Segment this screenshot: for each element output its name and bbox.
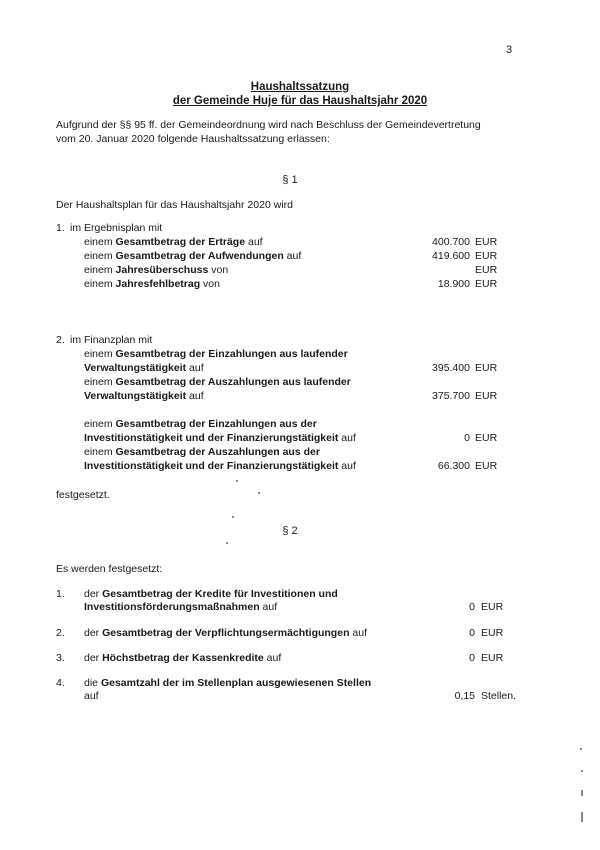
finanzplan-label: im Finanzplan mit — [70, 334, 153, 346]
auszahlungen-laufend-line-2: Verwaltungstätigkeit auf — [84, 390, 204, 402]
einzahlungen-laufend-line-2: Verwaltungstätigkeit auf — [84, 362, 204, 374]
item-number: 3. — [56, 652, 65, 664]
einzahlungen-investition-line-2: Investitionstätigkeit und der Finanzierungstätigkeit auf — [84, 432, 356, 444]
einzahlungen-investition-amount: 0 — [464, 432, 470, 444]
jahresfehlbetrag-row: einem Jahresfehlbetrag von — [84, 278, 220, 290]
kredite-line-2: Investitionsförderungsmaßnahmen auf — [84, 601, 278, 613]
intro-line-1: Aufgrund der §§ 95 ff. der Gemeindeordnung wird nach Beschluss der Gemeindevertretung — [56, 119, 481, 131]
kredite-line-1: der Gesamtbetrag der Kredite für Investitionen und — [84, 588, 338, 600]
ertraege-row: einem Gesamtbetrag der Erträge auf — [84, 236, 263, 248]
auszahlungen-laufend-amount: 375.700 — [432, 390, 470, 402]
section-1-heading: § 1 — [282, 174, 298, 186]
scan-speck — [226, 542, 228, 544]
intro-line-2: vom 20. Januar 2020 folgende Haushaltssatzung erlassen: — [56, 133, 330, 145]
item-number: 1. — [56, 588, 65, 600]
stellen-amount: 0,15 — [454, 690, 475, 702]
section-1-closing: festgesetzt. — [56, 489, 110, 501]
scan-speck — [580, 748, 582, 750]
jahresueberschuss-row: einem Jahresüberschuss von — [84, 264, 229, 276]
auszahlungen-investition-line-2: Investitionstätigkeit und der Finanzierungstätigkeit auf — [84, 460, 356, 472]
einzahlungen-investition-unit: EUR — [475, 432, 498, 444]
kassenkredite-unit: EUR — [481, 652, 504, 664]
scan-speck — [232, 516, 234, 518]
scan-speck — [581, 770, 583, 772]
scan-speck — [236, 480, 238, 482]
einzahlungen-laufend-amount: 395.400 — [432, 362, 470, 374]
kassenkredite-line: der Höchstbetrag der Kassenkredite auf — [84, 652, 282, 664]
document-subtitle: der Gemeinde Huje für das Haushaltsjahr 2020 — [172, 95, 428, 107]
jahresueberschuss-unit: EUR — [475, 264, 498, 276]
jahresfehlbetrag-unit: EUR — [475, 278, 498, 290]
scan-speck — [258, 492, 260, 494]
aufwendungen-amount: 419.600 — [432, 250, 470, 262]
einzahlungen-laufend-line-1: einem Gesamtbetrag der Einzahlungen aus laufender — [84, 348, 348, 360]
scan-speck — [581, 812, 583, 822]
auszahlungen-investition-line-1: einem Gesamtbetrag der Auszahlungen aus der — [84, 446, 320, 458]
ertraege-amount: 400.700 — [432, 236, 470, 248]
aufwendungen-unit: EUR — [475, 250, 498, 262]
ertraege-unit: EUR — [475, 236, 498, 248]
item-number: 2. — [56, 334, 65, 346]
section-2-lead: Es werden festgesetzt: — [56, 563, 163, 575]
auszahlungen-laufend-unit: EUR — [475, 390, 498, 402]
document-title: Haushaltssatzung — [250, 81, 350, 93]
auszahlungen-investition-unit: EUR — [475, 460, 498, 472]
kredite-amount: 0 — [469, 601, 475, 613]
stellen-line-1: die Gesamtzahl der im Stellenplan ausgewiesenen Stellen — [84, 677, 372, 689]
auszahlungen-laufend-line-1: einem Gesamtbetrag der Auszahlungen aus laufender — [84, 376, 351, 388]
ergebnisplan-label: im Ergebnisplan mit — [70, 222, 163, 234]
einzahlungen-laufend-unit: EUR — [475, 362, 498, 374]
scan-speck — [581, 790, 583, 796]
verpflichtungen-line: der Gesamtbetrag der Verpflichtungsermächtigungen auf — [84, 627, 367, 639]
item-number: 1. — [56, 222, 65, 234]
item-number: 4. — [56, 677, 65, 689]
kredite-unit: EUR — [481, 601, 504, 613]
section-2-heading: § 2 — [282, 525, 298, 537]
verpflichtungen-unit: EUR — [481, 627, 504, 639]
einzahlungen-investition-line-1: einem Gesamtbetrag der Einzahlungen aus der — [84, 418, 317, 430]
kassenkredite-amount: 0 — [469, 652, 475, 664]
jahresfehlbetrag-amount: 18.900 — [437, 278, 470, 290]
verpflichtungen-amount: 0 — [469, 627, 475, 639]
page-number: 3 — [506, 44, 513, 56]
item-number: 2. — [56, 627, 65, 639]
stellen-unit: Stellen. — [481, 690, 517, 702]
auszahlungen-investition-amount: 66.300 — [437, 460, 470, 472]
stellen-line-2: auf — [84, 690, 99, 702]
section-1-lead: Der Haushaltsplan für das Haushaltsjahr 2020 wird — [56, 199, 293, 211]
aufwendungen-row: einem Gesamtbetrag der Aufwendungen auf — [84, 250, 302, 262]
